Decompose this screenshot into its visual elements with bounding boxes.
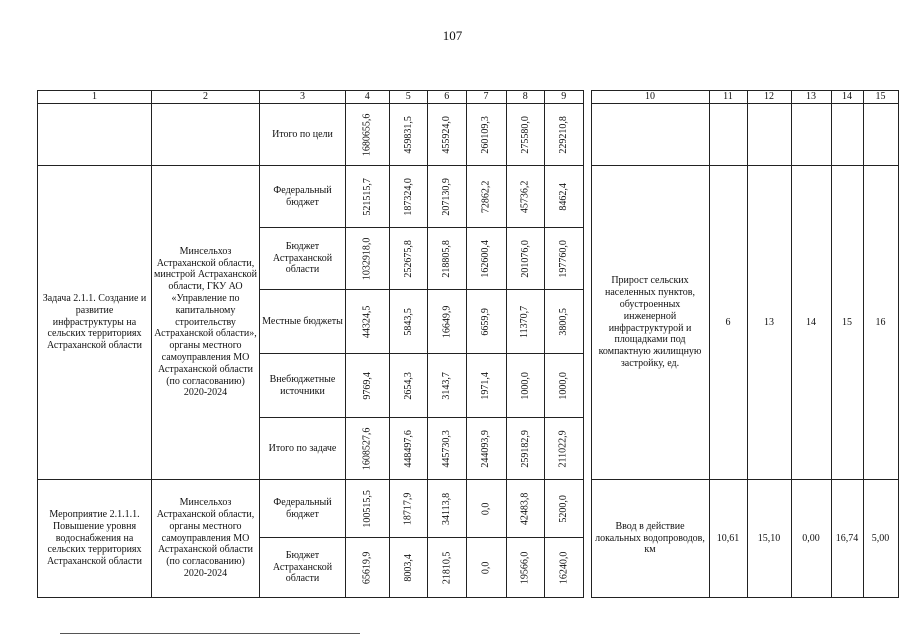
row-label: Федеральный бюджет xyxy=(260,166,346,228)
row-label: Итого по задаче xyxy=(260,418,346,480)
value-cell: 3800,5 xyxy=(557,307,569,336)
value-cell: 218805,8 xyxy=(440,239,452,278)
col-header: 13 xyxy=(791,91,831,104)
value-cell: 521515,7 xyxy=(361,177,373,216)
value-cell: 459831,5 xyxy=(402,115,414,154)
row-label: Федеральный бюджет xyxy=(260,480,346,538)
value-cell: 6659,9 xyxy=(480,307,492,336)
table-row xyxy=(38,104,899,166)
value-cell: 3143,7 xyxy=(440,371,452,400)
row-label: Бюджет Астраханской области xyxy=(260,228,346,290)
task-indicator: Прирост сельских населенных пунктов, обустроенных инженерной инфраструктурой и площадками под компактную жилищную застройку, ед. xyxy=(591,166,709,480)
table-row xyxy=(38,480,899,538)
value-cell: 229210,8 xyxy=(557,115,569,154)
value-cell: 197760,0 xyxy=(557,239,569,278)
value-cell: 207130,9 xyxy=(440,177,452,216)
col-header: 7 xyxy=(466,91,506,104)
value-cell: 16649,9 xyxy=(440,305,452,338)
task-name: Задача 2.1.1. Создание и развитие инфраструктуры на сельских территориях Астраханской области xyxy=(38,166,152,480)
value-cell: 16240,0 xyxy=(557,551,569,584)
task-executor: Минсельхоз Астраханской области, минстрой Астраханской области, ГКУ АО «Управление по капитальному строительству Астраханской области», органы местного самоуправления МО Астраханской области (по согласованию) 2020-2024 xyxy=(152,166,260,480)
value-cell: 1000,0 xyxy=(557,371,569,400)
col-header: 8 xyxy=(506,91,545,104)
value-cell: 1971,4 xyxy=(480,371,492,400)
value-cell: 201076,0 xyxy=(519,239,531,278)
value-cell: 211022,9 xyxy=(557,429,569,468)
value-cell: 445730,3 xyxy=(440,429,452,468)
col-header: 4 xyxy=(346,91,390,104)
target-value: 13 xyxy=(747,166,791,480)
col-header: 9 xyxy=(545,91,584,104)
row-label: Бюджет Астраханской области xyxy=(260,538,346,598)
value-cell: 65619,9 xyxy=(361,551,373,584)
col-header: 11 xyxy=(709,91,747,104)
value-cell: 100515,5 xyxy=(361,489,373,528)
col-header: 1 xyxy=(38,91,152,104)
value-cell: 275580,0 xyxy=(519,115,531,154)
page-number: 107 xyxy=(442,28,463,43)
measure-executor: Минсельхоз Астраханской области, органы местного самоуправления МО Астраханской области (по согласованию) 2020-2024 xyxy=(152,480,260,598)
target-value: 16,74 xyxy=(831,480,863,598)
value-cell: 2654,3 xyxy=(402,371,414,400)
header-row xyxy=(38,91,899,104)
value-cell: 45736,2 xyxy=(519,180,531,213)
value-cell: 8003,4 xyxy=(402,553,414,582)
col-header: 5 xyxy=(389,91,428,104)
measure-indicator: Ввод в действие локальных водопроводов, км xyxy=(591,480,709,598)
target-value: 0,00 xyxy=(791,480,831,598)
value-cell: 11370,7 xyxy=(519,305,531,338)
value-cell: 1608527,6 xyxy=(361,427,373,470)
target-value: 14 xyxy=(791,166,831,480)
target-value: 15,10 xyxy=(747,480,791,598)
value-cell: 72862,2 xyxy=(480,180,492,213)
financing-table xyxy=(37,90,899,598)
value-cell: 187324,0 xyxy=(402,177,414,216)
value-cell: 252675,8 xyxy=(402,239,414,278)
col-header: 6 xyxy=(428,91,467,104)
col-header: 14 xyxy=(831,91,863,104)
col-header: 12 xyxy=(747,91,791,104)
value-cell: 260109,3 xyxy=(480,115,492,154)
target-value: 15 xyxy=(831,166,863,480)
target-value: 5,00 xyxy=(863,480,898,598)
value-cell: 1680655,6 xyxy=(361,113,373,156)
value-cell: 1032918,0 xyxy=(361,237,373,280)
row-label: Итого по цели xyxy=(260,104,346,166)
col-header: 10 xyxy=(591,91,709,104)
page-bottom-rule xyxy=(60,633,360,634)
value-cell: 42483,8 xyxy=(519,492,531,525)
col-header: 3 xyxy=(260,91,346,104)
value-cell: 44324,5 xyxy=(361,305,373,338)
value-cell: 18717,9 xyxy=(402,492,414,525)
target-value: 10,61 xyxy=(709,480,747,598)
target-value: 16 xyxy=(863,166,898,480)
value-cell: 0,0 xyxy=(480,561,492,574)
col-header: 15 xyxy=(863,91,898,104)
value-cell: 9769,4 xyxy=(361,371,373,400)
target-value: 6 xyxy=(709,166,747,480)
measure-name: Мероприятие 2.1.1.1. Повышение уровня водоснабжения на сельских территориях Астраханской области xyxy=(38,480,152,598)
row-label: Внебюджетные источники xyxy=(260,354,346,418)
value-cell: 455924,0 xyxy=(440,115,452,154)
value-cell: 1000,0 xyxy=(519,371,531,400)
value-cell: 259182,9 xyxy=(519,429,531,468)
value-cell: 5843,5 xyxy=(402,307,414,336)
value-cell: 8462,4 xyxy=(557,182,569,211)
value-cell: 162600,4 xyxy=(480,239,492,278)
value-cell: 5200,0 xyxy=(557,494,569,523)
value-cell: 21810,5 xyxy=(440,551,452,584)
value-cell: 244093,9 xyxy=(480,429,492,468)
table-row xyxy=(38,166,899,228)
value-cell: 34113,8 xyxy=(440,492,452,525)
col-header: 2 xyxy=(152,91,260,104)
value-cell: 0,0 xyxy=(480,502,492,515)
value-cell: 448497,6 xyxy=(402,429,414,468)
row-label: Местные бюджеты xyxy=(260,290,346,354)
value-cell: 19566,0 xyxy=(519,551,531,584)
